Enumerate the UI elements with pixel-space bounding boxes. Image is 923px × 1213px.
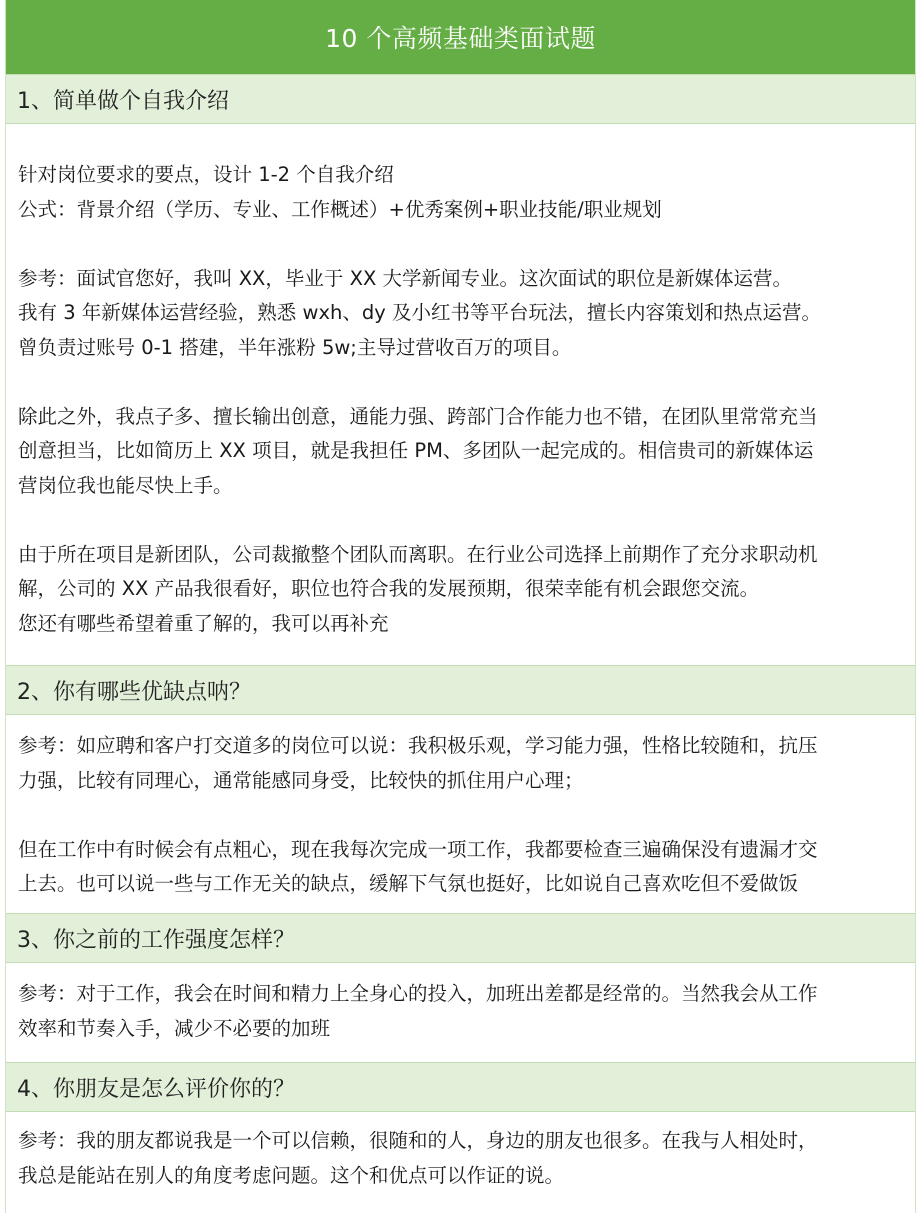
section-body-4 [6, 1112, 915, 1213]
body-line: 营岗位我也能尽快上手。 [18, 473, 233, 497]
section-heading-4: 4、你朋友是怎么评价你的？ [6, 1062, 915, 1112]
interview-questions-sheet [5, 0, 916, 1213]
body-line: 参考：对于工作，我会在时间和精力上全身心的投入，加班出差都是经常的。当然我会从工作 [18, 982, 818, 1005]
body-line: 除此之外，我点子多、擅长输出创意，通能力强、跨部门合作能力也不错，在团队里常常充当 [18, 404, 818, 428]
section-body-1 [6, 124, 915, 665]
body-line: 参考：如应聘和客户打交道多的岗位可以说：我积极乐观，学习能力强，性格比较随和，抗压 [18, 734, 818, 757]
body-line: 创意担当，比如简历上 XX 项目，就是我担任 PM、多团队一起完成的。相信贵司的新媒体运 [18, 439, 814, 462]
body-line: 由于所在项目是新团队，公司裁撤整个团队而离职。在行业公司选择上前期作了充分求职动机 [18, 542, 818, 566]
body-line: 公式：背景介绍（学历、专业、工作概述）+优秀案例+职业技能/职业规划 [18, 197, 662, 221]
body-line: 力强，比较有同理心，通常能感同身受，比较快的抓住用户心理； [18, 768, 584, 792]
body-line: 参考：面试官您好，我叫 XX，毕业于 XX 大学新闻专业。这次面试的职位是新媒体运营。 [18, 266, 793, 290]
body-line: 上去。也可以说一些与工作无关的缺点，缓解下气氛也挺好，比如说自己喜欢吃但不爱做饭 [18, 872, 799, 895]
section-heading-1: 1、简单做个自我介绍 [6, 74, 915, 124]
body-line: 您还有哪些希望着重了解的，我可以再补充 [18, 611, 389, 635]
section-body-3 [6, 963, 915, 1062]
body-line: 但在工作中有时候会有点粗心，现在我每次完成一项工作，我都要检查三遍确保没有遗漏才交 [18, 837, 818, 861]
body-line: 我总是能站在别人的角度考虑问题。这个和优点可以作证的说。 [18, 1163, 565, 1187]
body-line: 针对岗位要求的要点，设计 1-2 个自我介绍 [18, 163, 394, 186]
section-body-2 [6, 715, 915, 913]
section-heading-2: 2、你有哪些优缺点呐？ [6, 665, 915, 715]
body-line: 解，公司的 XX 产品我很看好，职位也符合我的发展预期，很荣幸能有机会跟您交流。 [18, 577, 760, 600]
body-line: 参考：我的朋友都说我是一个可以信赖，很随和的人，身边的朋友也很多。在我与人相处时， [18, 1129, 818, 1152]
body-line: 我有 3 年新媒体运营经验，熟悉 wxh、dy 及小红书等平台玩法，擅长内容策划和热点运营。 [18, 301, 821, 324]
section-heading-3: 3、你之前的工作强度怎样？ [6, 913, 915, 963]
page-title: 10 个高频基础类面试题 [6, 0, 915, 74]
body-line: 效率和节奏入手，减少不必要的加班 [18, 1016, 331, 1040]
body-line: 曾负责过账号 0-1 搭建，半年涨粉 5w;主导过营收百万的项目。 [18, 335, 572, 359]
